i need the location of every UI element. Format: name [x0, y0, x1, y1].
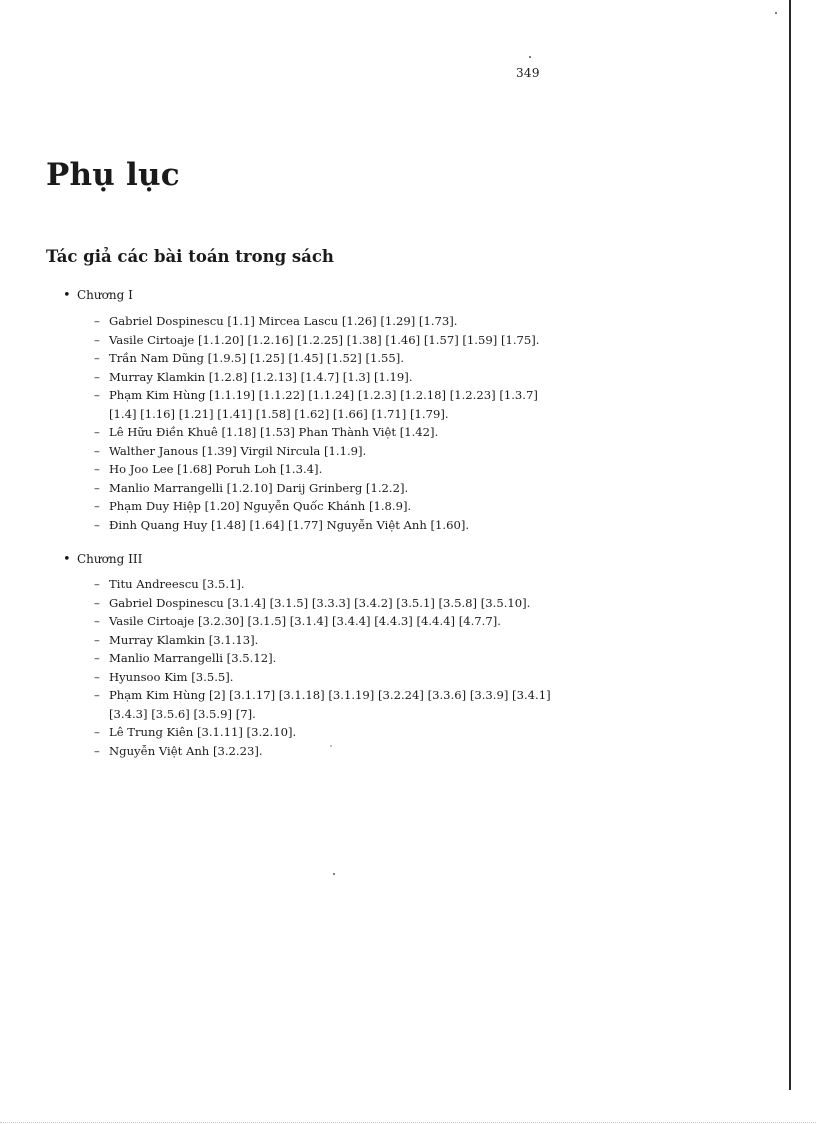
author-line-text: Vasile Cirtoaje [3.2.30] [3.1.5] [3.1.4] [3.4.4] [4.4.3] [4.4.4] [4.7.7]. — [109, 614, 501, 628]
dash-icon: – — [94, 743, 100, 758]
scan-speck — [333, 873, 335, 875]
author-line-text: Murray Klamkin [3.1.13]. — [109, 632, 259, 647]
author-line — [92, 368, 552, 387]
scan-speck — [775, 12, 777, 14]
dash-icon: – — [94, 595, 100, 610]
chapter-heading — [63, 288, 133, 303]
dash-icon: – — [94, 443, 100, 458]
author-line — [92, 442, 552, 461]
author-line-text: Manlio Marrangelli [3.5.12]. — [109, 651, 277, 665]
author-line — [92, 312, 552, 331]
author-line — [92, 612, 552, 631]
dash-icon: – — [94, 369, 100, 384]
author-line — [92, 575, 552, 594]
dash-icon: – — [94, 614, 100, 628]
author-line — [92, 631, 552, 650]
chapter-heading-label: Chương III — [77, 552, 143, 566]
author-line-text: Đinh Quang Huy [1.48] [1.64] [1.77] Nguyễn Việt Anh [1.60]. — [109, 517, 470, 532]
dash-icon: – — [94, 480, 100, 495]
author-line — [92, 460, 552, 479]
author-line-text: Nguyễn Việt Anh [3.2.23]. — [109, 743, 263, 758]
dash-icon: – — [94, 632, 100, 647]
author-line — [92, 423, 552, 442]
author-line-text: Phạm Kim Hùng [1.1.19] [1.1.22] [1.1.24] [1.2.3] [1.2.18] [1.2.23] [1.3.7] [1.4] [1.16] [1.21] [1.41] [1.58] [1.62] [1.66] [1.71] [1.79]. — [109, 388, 538, 421]
dash-icon: – — [94, 669, 100, 684]
bullet-icon: • — [63, 552, 71, 567]
author-line-text: Trần Nam Dũng [1.9.5] [1.25] [1.45] [1.52] [1.55]. — [109, 351, 405, 365]
author-line — [92, 386, 552, 423]
chapter-title: Phụ lục — [46, 157, 180, 193]
scan-speck — [330, 745, 332, 747]
author-line-text: Hyunsoo Kim [3.5.5]. — [109, 669, 234, 684]
dash-icon: – — [94, 332, 100, 347]
author-line — [92, 668, 552, 687]
author-list — [92, 575, 552, 760]
author-line-text: Gabriel Dospinescu [3.1.4] [3.1.5] [3.3.3] [3.4.2] [3.5.1] [3.5.8] [3.5.10]. — [109, 595, 531, 610]
scan-speck — [529, 56, 531, 58]
dash-icon: – — [94, 517, 100, 532]
author-line — [92, 594, 552, 613]
author-line-text: Phạm Kim Hùng [2] [3.1.17] [3.1.18] [3.1.19] [3.2.24] [3.3.6] [3.3.9] [3.4.1] [3.4.3] [3.5.6] [3.5.9] [7]. — [109, 688, 551, 721]
author-line — [92, 497, 552, 516]
author-line — [92, 742, 552, 761]
dash-icon: – — [94, 725, 100, 739]
author-line-text: Walther Janous [1.39] Virgil Nircula [1.1.9]. — [109, 443, 367, 458]
author-line-text: Phạm Duy Hiệp [1.20] Nguyễn Quốc Khánh [1.8.9]. — [109, 499, 412, 513]
bullet-icon: • — [63, 288, 71, 303]
section-title: Tác giả các bài toán trong sách — [46, 247, 334, 266]
author-line — [92, 516, 552, 535]
chapter-heading — [63, 552, 142, 567]
dash-icon: – — [94, 577, 100, 591]
chapter-heading-label: Chương I — [77, 288, 133, 302]
dash-icon: – — [94, 425, 100, 439]
author-line — [92, 649, 552, 668]
author-line-text: Lê Trung Kiên [3.1.11] [3.2.10]. — [109, 725, 297, 739]
dash-icon: – — [94, 499, 100, 513]
author-line-text: Murray Klamkin [1.2.8] [1.2.13] [1.4.7] [1.3] [1.19]. — [109, 369, 413, 384]
author-line-text: Lê Hữu Điền Khuê [1.18] [1.53] Phan Thành Việt [1.42]. — [109, 425, 439, 439]
dash-icon: – — [94, 314, 100, 328]
author-line-text: Ho Joo Lee [1.68] Poruh Loh [1.3.4]. — [109, 462, 323, 476]
author-line — [92, 686, 552, 723]
dash-icon: – — [94, 688, 100, 702]
author-line-text: Titu Andreescu [3.5.1]. — [109, 577, 245, 591]
author-line-text: Vasile Cirtoaje [1.1.20] [1.2.16] [1.2.25] [1.38] [1.46] [1.57] [1.59] [1.75]. — [109, 332, 540, 347]
author-line — [92, 723, 552, 742]
author-line — [92, 479, 552, 498]
author-line-text: Manlio Marrangelli [1.2.10] Darij Grinberg [1.2.2]. — [109, 480, 409, 495]
dash-icon: – — [94, 462, 100, 476]
author-line-text: Gabriel Dospinescu [1.1] Mircea Lascu [1.26] [1.29] [1.73]. — [109, 314, 458, 328]
page-number: 349 — [516, 66, 540, 80]
author-line — [92, 349, 552, 368]
page-edge-line — [789, 0, 791, 1090]
dash-icon: – — [94, 388, 100, 402]
author-list — [92, 312, 552, 534]
dash-icon: – — [94, 351, 100, 365]
author-line — [92, 331, 552, 350]
dash-icon: – — [94, 651, 100, 665]
